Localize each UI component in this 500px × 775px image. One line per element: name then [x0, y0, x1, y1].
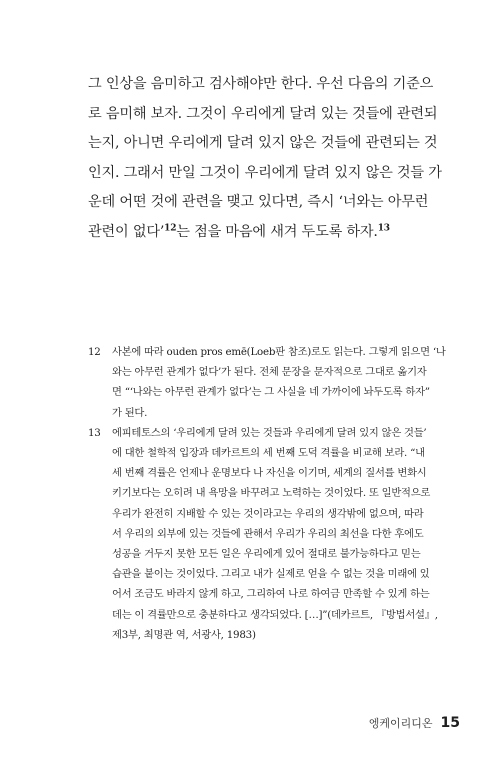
page-footer	[369, 715, 460, 731]
running-title: 엥케이리디온	[368, 717, 433, 730]
footnote-line: 키기보다는 오히려 내 욕망을 바꾸려고 노력하는 것이었다. 또 일반적으로	[112, 487, 431, 500]
main-text-fragment: 는 점을 마음에 새겨 두도록 하자.	[176, 223, 378, 240]
footnote-line: 우리가 완전히 지배할 수 있는 것이라고는 우리의 생각밖에 없으며, 따라	[112, 507, 424, 520]
footnote-number: 12	[88, 346, 101, 358]
main-text-last-line	[88, 218, 480, 248]
footnote-line: 사본에 따라 ouden pros emē(Loeb판 참조)로도 읽는다. 그렇게 읽으면 ‘나	[112, 346, 446, 358]
main-text-line: 운데 어떤 것에 관련을 맺고 있다면, 즉시 ‘너와는 아무런	[88, 194, 429, 211]
footnote-line: 가 된다.	[112, 406, 148, 419]
footnote-ref-12: 12	[164, 223, 177, 234]
main-text	[88, 70, 480, 248]
footnote-line: 와는 아무런 관계가 없다’가 된다. 전체 문장을 문자적으로 그대로 옮기자	[112, 366, 427, 379]
footnote-line: 제3부, 최명관 역, 서광사, 1983)	[112, 628, 256, 641]
footnote-number: 13	[88, 426, 101, 439]
main-text-line: 그 인상을 음미하고 검사해야만 한다. 우선 다음의 기준으	[88, 76, 434, 92]
page-number: 15	[440, 715, 460, 731]
main-text-line: 인지. 그래서 만일 그것이 우리에게 달려 있지 않은 것들 가	[88, 164, 442, 181]
footnotes	[88, 342, 480, 645]
footnote-line: 세 번째 격률은 언제나 운명보다 나 자신을 이기며, 세계의 질서를 변화시	[112, 467, 427, 480]
footnote-13	[88, 423, 480, 645]
footnote-line: 에 대한 철학적 입장과 데카르트의 세 번째 도덕 격률을 비교해 보라. “내	[112, 447, 425, 460]
footnote-line: 에피테토스의 ‘우리에게 달려 있는 것들과 우리에게 달려 있지 않은 것들’	[112, 426, 427, 439]
footnote-line: 어서 조금도 바라지 않게 하고, 그리하여 나로 하여금 만족할 수 있게 하는	[112, 588, 430, 601]
footnote-line: 서 우리의 외부에 있는 것들에 관해서 우리가 우리의 최선을 다한 후에도	[112, 527, 424, 540]
footnote-line: 면 “‘나와는 아무런 관계가 없다’는 그 사실을 네 가까이에 놔두도록 하자”	[112, 386, 430, 399]
main-text-line: 로 음미해 보자. 그것이 우리에게 달려 있는 것들에 관련되	[88, 105, 438, 122]
footnote-12	[88, 342, 480, 423]
footnote-ref-13: 13	[377, 223, 390, 234]
footnote-line: 성공을 거두지 못한 모든 일은 우리에게 있어 절대로 불가능하다고 믿는	[112, 548, 421, 561]
main-text-line: 는지, 아니면 우리에게 달려 있지 않은 것들에 관련되는 것	[88, 135, 438, 152]
footnote-line: 습관을 붙이는 것이었다. 그리고 내가 실제로 얻을 수 없는 것을 미래에 있	[112, 568, 430, 581]
footnote-line: 데는 이 격률만으로 충분하다고 생각되었다. […]”(데카르트, 『방법서설』,	[112, 608, 438, 621]
main-text-fragment: 관련이 없다’	[88, 223, 165, 240]
